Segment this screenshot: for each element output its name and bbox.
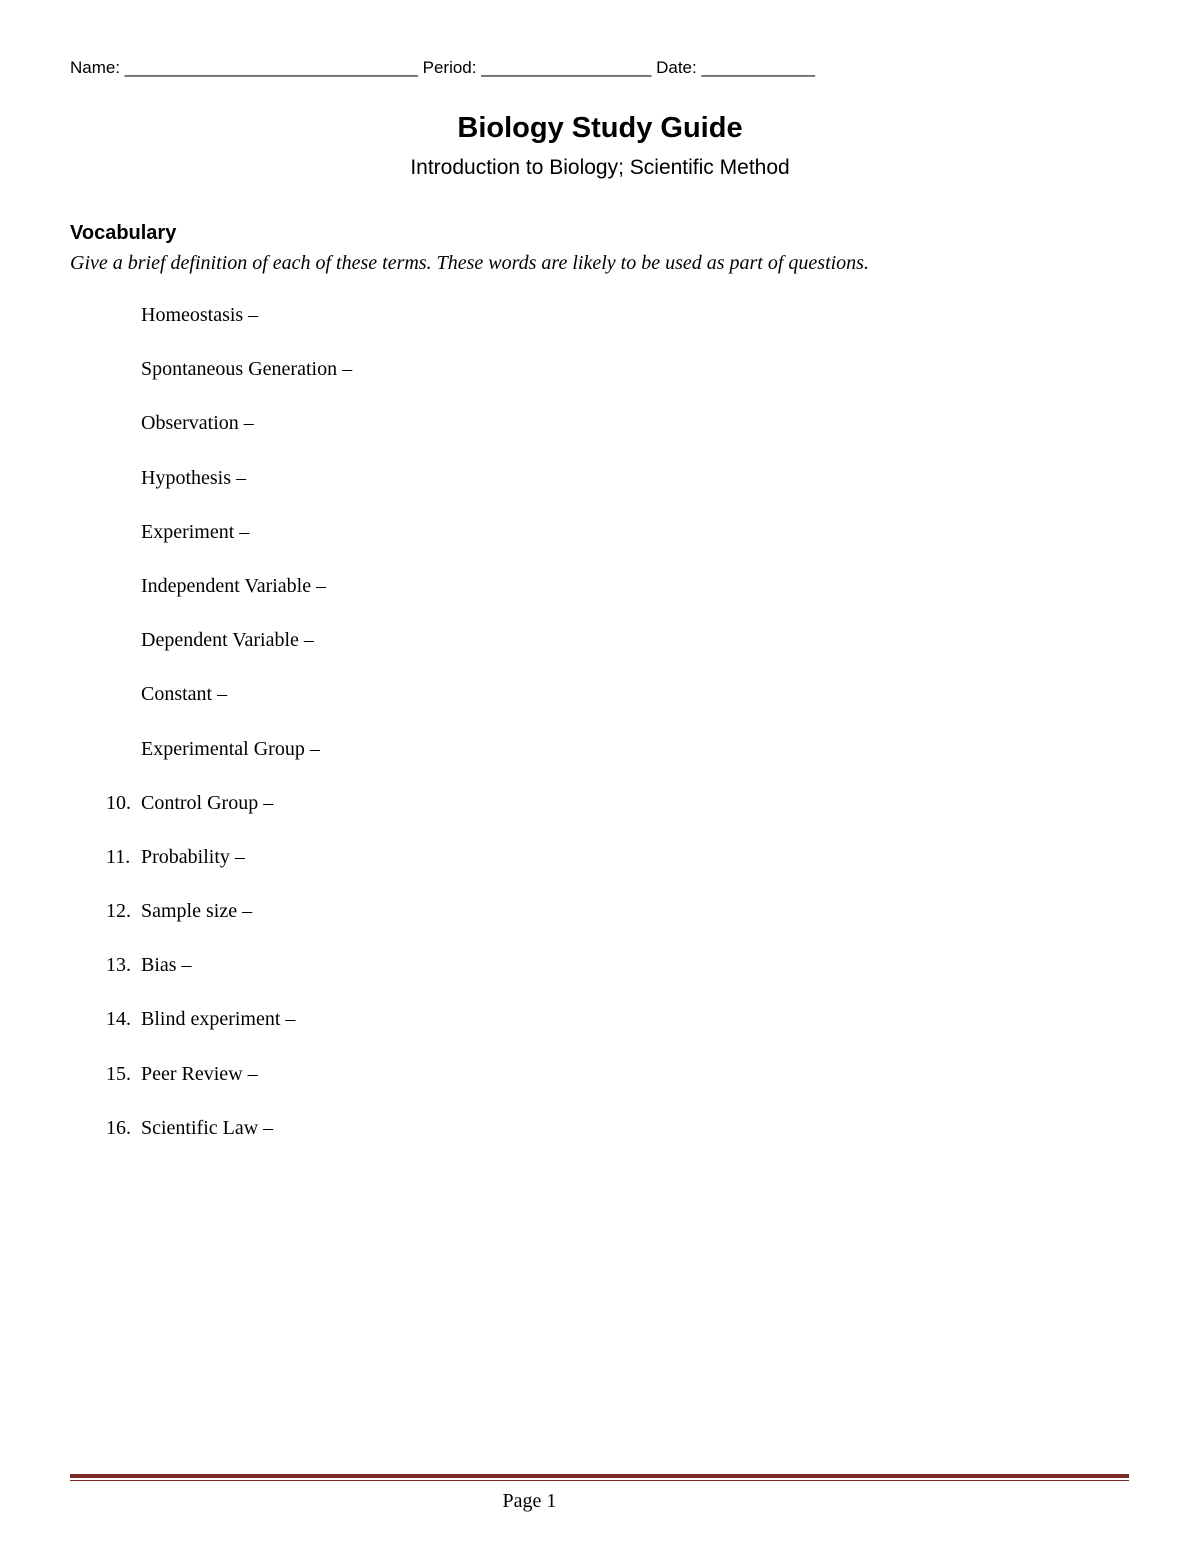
- item-term: Probability –: [141, 845, 245, 868]
- item-term: Peer Review –: [141, 1062, 258, 1085]
- page-number: Page 1: [502, 1490, 557, 1512]
- item-term: Independent Variable –: [141, 574, 327, 597]
- page-title: Biology Study Guide: [457, 112, 743, 144]
- item-number: 14.: [106, 1008, 131, 1031]
- item-number: 11.: [106, 845, 131, 868]
- item-number: 10.: [106, 791, 131, 814]
- vocabulary-heading: Vocabulary: [70, 222, 177, 244]
- item-term: Dependent Variable –: [141, 629, 314, 652]
- page-subtitle: Introduction to Biology; Scientific Method: [410, 156, 790, 179]
- item-term: Scientific Law –: [141, 1116, 274, 1139]
- item-term: Constant –: [141, 683, 228, 706]
- item-term: Control Group –: [141, 791, 274, 814]
- student-info-line: Name: _______________________________ Period: __________________ Date: ____________: [70, 58, 815, 77]
- item-term: Hypothesis –: [141, 466, 246, 489]
- footer-divider-thick: [70, 1474, 1129, 1478]
- item-term: Homeostasis –: [141, 304, 259, 326]
- footer-divider-thin: [70, 1480, 1129, 1481]
- item-number: 13.: [106, 954, 131, 977]
- item-number: 15.: [106, 1062, 131, 1085]
- item-term: Bias –: [141, 954, 192, 977]
- item-term: Experiment –: [141, 520, 250, 543]
- item-term: Experimental Group –: [141, 737, 320, 760]
- footer-divider: [70, 1474, 1129, 1481]
- item-term: Sample size –: [141, 900, 253, 923]
- item-term: Spontaneous Generation –: [141, 358, 353, 381]
- item-number: 12.: [106, 900, 131, 923]
- item-number: 16.: [106, 1116, 131, 1139]
- vocabulary-instructions: Give a brief definition of each of these terms. These words are likely to be used as part of questions.: [70, 252, 869, 274]
- item-term: Blind experiment –: [141, 1008, 296, 1031]
- item-term: Observation –: [141, 412, 254, 435]
